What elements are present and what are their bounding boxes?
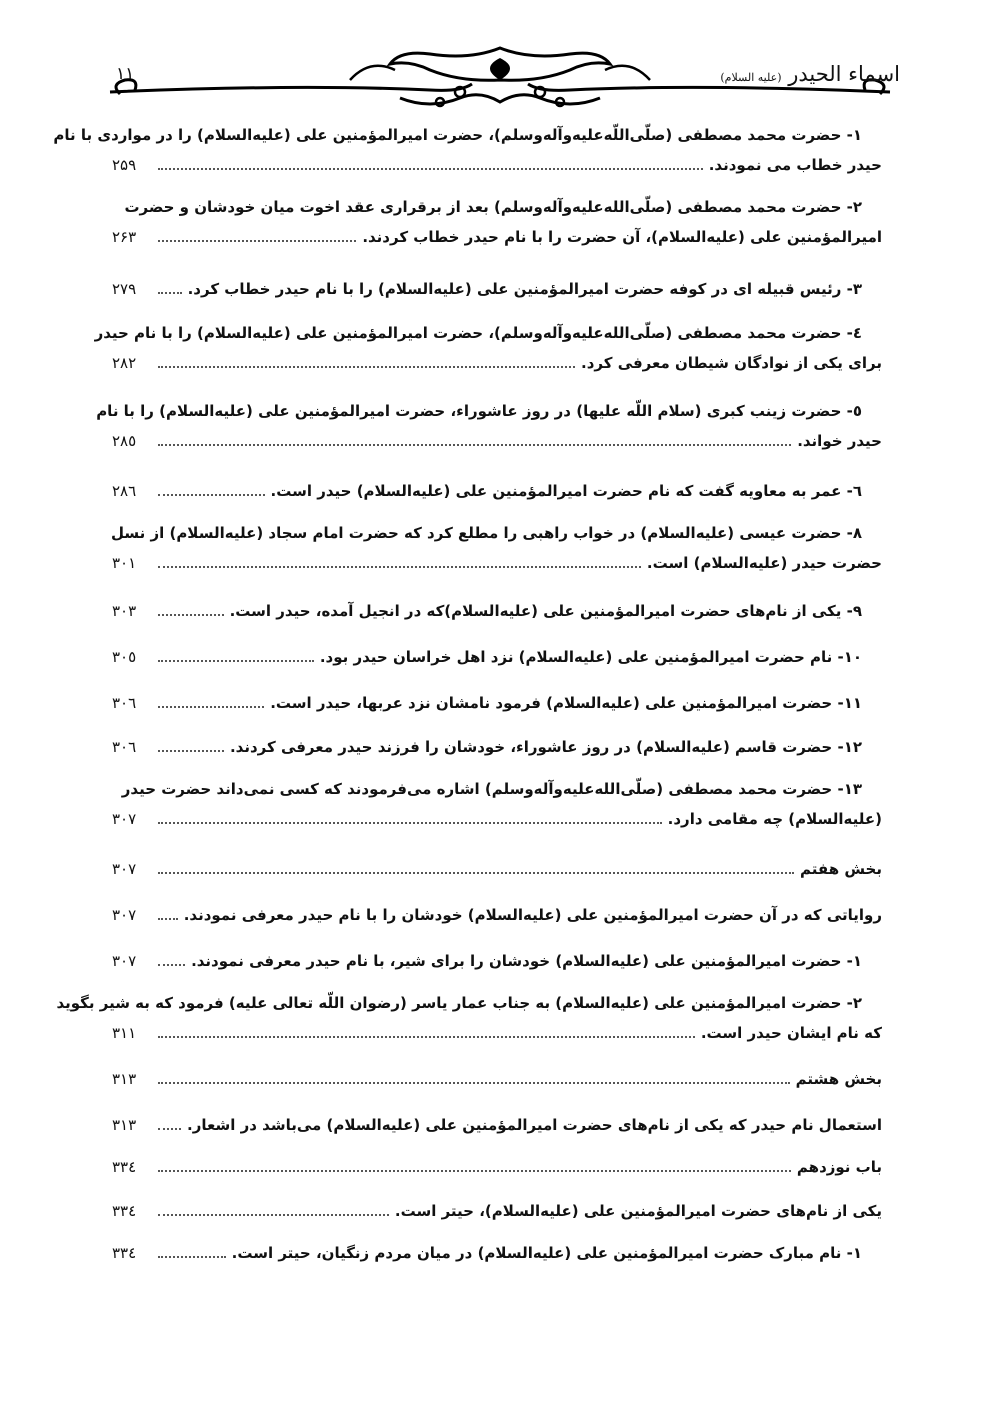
toc-page-number: ۳۰۱ bbox=[112, 554, 137, 572]
toc-entry-line bbox=[112, 1244, 882, 1274]
toc-page-number: ۳۳٤ bbox=[112, 1244, 137, 1262]
toc-entry-line bbox=[112, 1024, 882, 1054]
toc-entry-line bbox=[53, 126, 882, 156]
toc-entry-text: ۱۲- حضرت قاسم (علیه‌السلام) در روز عاشوراء، خودشان را فرزند حیدر معرفی کردند. bbox=[229, 738, 862, 756]
toc-entry-line bbox=[112, 228, 882, 258]
toc-entry-line bbox=[112, 280, 882, 310]
toc-entry-text: ۸- حضرت عیسی (علیه‌السلام) در خواب راهبی را مطلع کرد که حضرت امام سجاد (علیه‌السلام) از نسل bbox=[110, 524, 862, 542]
leader-dots bbox=[158, 1204, 389, 1216]
toc-entry-line bbox=[96, 402, 882, 432]
leader-dots bbox=[158, 696, 264, 708]
toc-page-number: ۲۸٦ bbox=[112, 482, 137, 500]
leader-dots bbox=[158, 862, 794, 874]
toc-entry-text: ۳- رئیس قبیله ای در کوفه حضرت امیرالمؤمنین علی (علیه‌السلام) را با نام حیدر خطاب کرد. bbox=[187, 280, 862, 298]
toc-entry-line bbox=[56, 994, 882, 1024]
leader-dots bbox=[158, 740, 224, 752]
toc-page-number: ۳۰۷ bbox=[112, 952, 137, 970]
toc-entry-text: ٦- عمر به معاویه گفت که نام حضرت امیرالمؤمنین علی (علیه‌السلام) حیدر است. bbox=[270, 482, 862, 500]
toc-entry[interactable] bbox=[112, 860, 882, 890]
leader-dots bbox=[158, 650, 314, 662]
leader-dots bbox=[158, 812, 662, 824]
toc-page-number: ۳۳٤ bbox=[112, 1158, 137, 1176]
leader-dots bbox=[158, 1026, 695, 1038]
toc-entry-line bbox=[94, 324, 882, 354]
toc-entry[interactable] bbox=[112, 1070, 882, 1100]
toc-entry-line bbox=[112, 602, 882, 632]
toc-entry[interactable] bbox=[112, 1158, 882, 1188]
toc-entry-line bbox=[112, 906, 882, 936]
book-title-suffix: (علیه السلام) bbox=[720, 71, 782, 84]
toc-page-number: ۳۰٦ bbox=[112, 694, 137, 712]
toc-entry[interactable] bbox=[53, 126, 882, 186]
toc-entry-text: ۱- حضرت امیرالمؤمنین علی (علیه‌السلام) خودشان را برای شیر، با نام حیدر معرفی نمودند. bbox=[191, 952, 862, 970]
toc-entry-text: (علیه‌السلام) چه مقامی دارد. bbox=[667, 810, 882, 828]
toc-entry-line bbox=[112, 354, 882, 384]
toc-page-number: ۲۶۳ bbox=[112, 228, 137, 246]
page-header bbox=[100, 40, 900, 120]
leader-dots bbox=[158, 1072, 790, 1084]
toc-entry-text: ۱- حضرت محمد مصطفی (صلّی‌اللّه‌علیه‌وآله‌وسلم)، حضرت امیرالمؤمنین علی (علیه‌السلام) را در مواردی با نام bbox=[53, 126, 862, 144]
toc-entry-line bbox=[112, 738, 882, 768]
leader-dots bbox=[158, 908, 178, 920]
toc-entry-line bbox=[112, 810, 882, 840]
leader-dots bbox=[158, 1246, 226, 1258]
toc-page-number: ۲۸٥ bbox=[112, 432, 137, 450]
toc-page-number: ۳۰۷ bbox=[112, 906, 137, 924]
toc-page-number: ۳۰٥ bbox=[112, 648, 137, 666]
toc-entry[interactable] bbox=[112, 482, 882, 512]
toc-entry-text: ۲- حضرت محمد مصطفی (صلّی‌الله‌علیه‌وآله‌وسلم) بعد از برقراری عقد اخوت میان خودشان و حضرت bbox=[124, 198, 862, 216]
toc-entry-text: ٥- حضرت زینب کبری (سلام اللّه علیها) در روز عاشوراء، حضرت امیرالمؤمنین علی (علیه‌السلام) را با نام bbox=[96, 402, 862, 420]
leader-dots bbox=[158, 230, 356, 242]
toc-page-number: ۳۱۳ bbox=[112, 1116, 137, 1134]
toc-section-heading: باب نوزدهم bbox=[796, 1158, 882, 1176]
toc-entry-text: ۹- یکی از نام‌های حضرت امیرالمؤمنین علی (علیه‌السلام)که در انجیل آمده، حیدر است. bbox=[229, 602, 862, 620]
leader-dots bbox=[158, 356, 575, 368]
leader-dots bbox=[158, 484, 265, 496]
leader-dots bbox=[158, 158, 703, 170]
page-number: ۱۱ bbox=[116, 64, 135, 84]
toc-entry[interactable] bbox=[112, 694, 882, 724]
toc-entry-line bbox=[112, 1202, 882, 1232]
toc-entry[interactable] bbox=[112, 602, 882, 632]
toc-section-heading: بخش هشتم bbox=[795, 1070, 882, 1088]
toc-entry[interactable] bbox=[112, 1202, 882, 1232]
leader-dots bbox=[158, 282, 182, 294]
toc-entry-text: که نام ایشان حیدر است. bbox=[700, 1024, 882, 1042]
toc-page-number: ۲۵۹ bbox=[112, 156, 137, 174]
toc-entry-line bbox=[112, 1158, 882, 1188]
book-title-main: اسماء الحیدر bbox=[788, 62, 900, 86]
toc-entry-text: حیدر خطاب می نمودند. bbox=[708, 156, 882, 174]
toc-entry[interactable] bbox=[112, 198, 882, 258]
toc-entry[interactable] bbox=[112, 906, 882, 936]
toc-entry-line bbox=[112, 432, 882, 462]
toc-page-number: ۳۳٤ bbox=[112, 1202, 137, 1220]
toc-entry-text: ۲- حضرت امیرالمؤمنین علی (علیه‌السلام) به جناب عمار یاسر (رضوان اللّه تعالی علیه) فرمود که به شیر بگوید bbox=[56, 994, 862, 1012]
toc-entry-text: ٤- حضرت محمد مصطفی (صلّی‌الله‌علیه‌وآله‌وسلم)، حضرت امیرالمؤمنین علی (علیه‌السلام) را با نام حیدر bbox=[94, 324, 862, 342]
toc-page-number: ۳۱۳ bbox=[112, 1070, 137, 1088]
toc-entry[interactable] bbox=[112, 524, 882, 584]
toc-entry-text: حضرت حیدر (علیه‌السلام) است. bbox=[646, 554, 882, 572]
toc-entry-text: حیدر خواند. bbox=[797, 432, 882, 450]
toc-entry[interactable] bbox=[112, 780, 882, 840]
toc-page-number: ۳۰۳ bbox=[112, 602, 137, 620]
toc-page-number: ۳۰٦ bbox=[112, 738, 137, 756]
toc-page-number: ۲۸۲ bbox=[112, 354, 137, 372]
leader-dots bbox=[158, 1160, 791, 1172]
toc-entry[interactable] bbox=[112, 738, 882, 768]
leader-dots bbox=[158, 1118, 181, 1130]
toc-entry-line bbox=[112, 156, 882, 186]
toc-page-number: ۳۰۷ bbox=[112, 860, 137, 878]
toc-entry[interactable] bbox=[96, 402, 882, 462]
toc-entry-text: استعمال نام حیدر که یکی از نام‌های حضرت امیرالمؤمنین علی (علیه‌السلام) می‌باشد در اشعار. bbox=[187, 1116, 882, 1134]
toc-entry-text: برای یکی از نوادگان شیطان معرفی کرد. bbox=[581, 354, 882, 372]
toc-entry-line bbox=[112, 1116, 882, 1146]
book-title bbox=[720, 62, 900, 86]
toc-entry[interactable] bbox=[112, 1244, 882, 1274]
toc-entry-line bbox=[112, 648, 882, 678]
leader-dots bbox=[158, 434, 791, 446]
toc-entry-line bbox=[112, 860, 882, 890]
toc-entry-text: یکی از نام‌های حضرت امیرالمؤمنین علی (علیه‌السلام)، حیتر است. bbox=[394, 1202, 882, 1220]
toc-entry[interactable] bbox=[112, 648, 882, 678]
toc-entry[interactable] bbox=[94, 324, 882, 384]
leader-dots bbox=[158, 954, 185, 966]
toc-page-number: ۳۰۷ bbox=[112, 810, 137, 828]
toc-page-number: ۲۷۹ bbox=[112, 280, 137, 298]
toc-entry-line bbox=[112, 482, 882, 512]
toc-entry-text: روایاتی که در آن حضرت امیرالمؤمنین علی (علیه‌السلام) خودشان را با نام حیدر معرفی نمودند. bbox=[183, 906, 882, 924]
toc-entry-line bbox=[112, 1070, 882, 1100]
toc-entry-text: امیرالمؤمنین علی (علیه‌السلام)، آن حضرت را با نام حیدر خطاب کردند. bbox=[362, 228, 882, 246]
toc-entry-text: ۱۰- نام حضرت امیرالمؤمنین علی (علیه‌السلام) نزد اهل خراسان حیدر بود. bbox=[319, 648, 862, 666]
toc-entry-line bbox=[112, 524, 882, 554]
toc-entry[interactable] bbox=[112, 280, 882, 310]
toc-entry-text: ۱۱- حضرت امیرالمؤمنین علی (علیه‌السلام) فرمود نامشان نزد عربها، حیدر است. bbox=[270, 694, 862, 712]
toc-entry-line bbox=[112, 198, 882, 228]
toc-entry[interactable] bbox=[56, 994, 882, 1054]
toc-entry-line bbox=[112, 780, 882, 810]
toc-entry-line bbox=[112, 952, 882, 982]
toc-entry-text: ۱۳- حضرت محمد مصطفی (صلّی‌الله‌علیه‌وآله‌وسلم) اشاره می‌فرمودند که کسی نمی‌داند حضرت حیدر bbox=[121, 780, 862, 798]
toc-entry-line bbox=[112, 694, 882, 724]
toc-entry[interactable] bbox=[112, 952, 882, 982]
toc-entry-line bbox=[112, 554, 882, 584]
leader-dots bbox=[158, 556, 641, 568]
toc-page-number: ۳۱۱ bbox=[112, 1024, 137, 1042]
toc-entry-text: ۱- نام مبارک حضرت امیرالمؤمنین علی (علیه‌السلام) در میان مردم زنگیان، حیتر است. bbox=[231, 1244, 862, 1262]
leader-dots bbox=[158, 604, 224, 616]
toc-section-heading: بخش هفتم bbox=[800, 860, 882, 878]
toc-entry[interactable] bbox=[112, 1116, 882, 1146]
